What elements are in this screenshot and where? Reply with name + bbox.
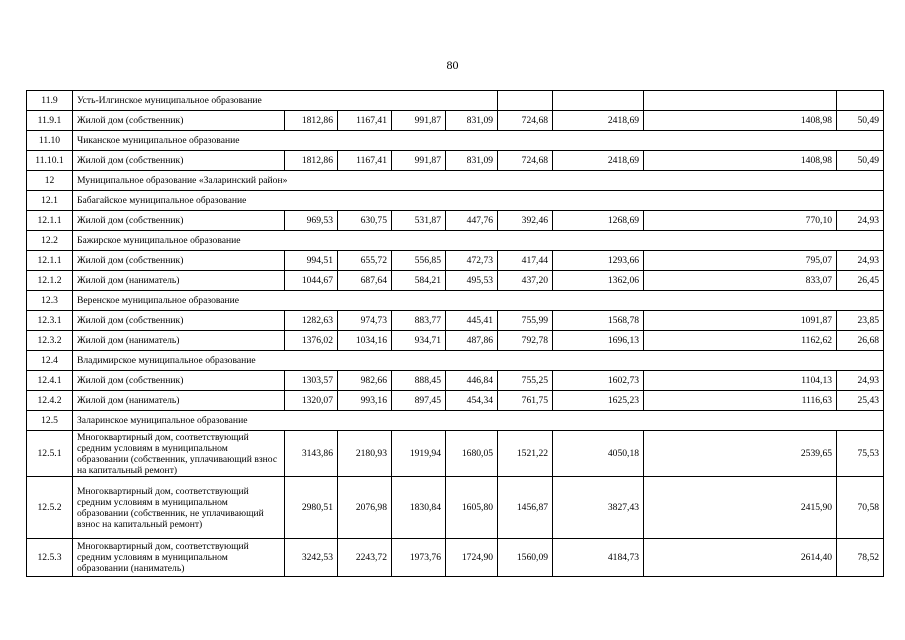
value-cell: 4184,73 — [553, 539, 644, 577]
tariff-table — [26, 90, 884, 577]
value-cell: 556,85 — [392, 251, 446, 271]
housing-type: Жилой дом (наниматель) — [73, 391, 285, 411]
value-cell: 495,53 — [446, 271, 498, 291]
value-cell: 755,99 — [498, 311, 553, 331]
row-code: 12.4.1 — [27, 371, 73, 391]
value-cell: 417,44 — [498, 251, 553, 271]
value-cell: 25,43 — [837, 391, 884, 411]
section-row — [27, 351, 884, 371]
row-code: 12.3 — [27, 291, 73, 311]
section-title: Заларинское муниципальное образование — [73, 411, 884, 431]
housing-type: Многоквартирный дом, соответствующий средним условиям в муниципальном образовании (наниматель) — [73, 539, 285, 577]
value-cell: 934,71 — [392, 331, 446, 351]
housing-type: Многоквартирный дом, соответствующий средним условиям в муниципальном образовании (собственник, уплачивающий взнос на капитальный ремонт) — [73, 431, 285, 477]
value-cell: 991,87 — [392, 151, 446, 171]
row-code: 11.10 — [27, 131, 73, 151]
value-cell: 1812,86 — [285, 111, 338, 131]
housing-type: Жилой дом (собственник) — [73, 371, 285, 391]
row-code: 12.5.3 — [27, 539, 73, 577]
value-cell: 792,78 — [498, 331, 553, 351]
value-cell: 1560,09 — [498, 539, 553, 577]
section-row — [27, 131, 884, 151]
empty-cell — [498, 91, 553, 111]
row-code: 12 — [27, 171, 73, 191]
value-cell: 724,68 — [498, 151, 553, 171]
value-cell: 993,16 — [338, 391, 392, 411]
data-row — [27, 111, 884, 131]
housing-type: Жилой дом (собственник) — [73, 111, 285, 131]
data-row — [27, 391, 884, 411]
value-cell: 883,77 — [392, 311, 446, 331]
value-cell: 761,75 — [498, 391, 553, 411]
value-cell: 445,41 — [446, 311, 498, 331]
empty-cell — [553, 91, 644, 111]
value-cell: 755,25 — [498, 371, 553, 391]
value-cell: 392,46 — [498, 211, 553, 231]
value-cell: 1919,94 — [392, 431, 446, 477]
value-cell: 1044,67 — [285, 271, 338, 291]
value-cell: 1167,41 — [338, 111, 392, 131]
page-number: 80 — [446, 58, 459, 72]
value-cell: 1696,13 — [553, 331, 644, 351]
empty-cell — [837, 91, 884, 111]
value-cell: 2415,90 — [644, 477, 837, 539]
row-code: 12.5.1 — [27, 431, 73, 477]
value-cell: 1362,06 — [553, 271, 644, 291]
value-cell: 1282,63 — [285, 311, 338, 331]
value-cell: 1812,86 — [285, 151, 338, 171]
value-cell: 1724,90 — [446, 539, 498, 577]
section-row — [27, 291, 884, 311]
housing-type: Многоквартирный дом, соответствующий средним условиям в муниципальном образовании (собственник, не уплачивающий взнос на капитальный ремонт) — [73, 477, 285, 539]
value-cell: 75,53 — [837, 431, 884, 477]
value-cell: 1605,80 — [446, 477, 498, 539]
value-cell: 78,52 — [837, 539, 884, 577]
value-cell: 1116,63 — [644, 391, 837, 411]
data-row — [27, 211, 884, 231]
value-cell: 994,51 — [285, 251, 338, 271]
housing-type: Жилой дом (собственник) — [73, 251, 285, 271]
value-cell: 1973,76 — [392, 539, 446, 577]
value-cell: 1521,22 — [498, 431, 553, 477]
value-cell: 2243,72 — [338, 539, 392, 577]
row-code: 12.1.1 — [27, 251, 73, 271]
value-cell: 447,76 — [446, 211, 498, 231]
section-row — [27, 171, 884, 191]
value-cell: 630,75 — [338, 211, 392, 231]
value-cell: 888,45 — [392, 371, 446, 391]
value-cell: 26,68 — [837, 331, 884, 351]
value-cell: 2076,98 — [338, 477, 392, 539]
empty-cell — [644, 91, 837, 111]
value-cell: 1602,73 — [553, 371, 644, 391]
value-cell: 1162,62 — [644, 331, 837, 351]
section-title: Владимирское муниципальное образование — [73, 351, 884, 371]
data-row — [27, 311, 884, 331]
row-code: 12.5.2 — [27, 477, 73, 539]
value-cell: 2614,40 — [644, 539, 837, 577]
value-cell: 969,53 — [285, 211, 338, 231]
data-row — [27, 431, 884, 477]
value-cell: 531,87 — [392, 211, 446, 231]
data-row — [27, 151, 884, 171]
value-cell: 2418,69 — [553, 151, 644, 171]
value-cell: 897,45 — [392, 391, 446, 411]
value-cell: 50,49 — [837, 111, 884, 131]
value-cell: 3143,86 — [285, 431, 338, 477]
value-cell: 770,10 — [644, 211, 837, 231]
data-row — [27, 371, 884, 391]
row-code: 11.9 — [27, 91, 73, 111]
row-code: 12.3.1 — [27, 311, 73, 331]
row-code: 12.3.2 — [27, 331, 73, 351]
value-cell: 1376,02 — [285, 331, 338, 351]
value-cell: 1830,84 — [392, 477, 446, 539]
value-cell: 1320,07 — [285, 391, 338, 411]
housing-type: Жилой дом (наниматель) — [73, 271, 285, 291]
value-cell: 687,64 — [338, 271, 392, 291]
value-cell: 446,84 — [446, 371, 498, 391]
section-title: Бажирское муниципальное образование — [73, 231, 884, 251]
housing-type: Жилой дом (собственник) — [73, 211, 285, 231]
value-cell: 1568,78 — [553, 311, 644, 331]
value-cell: 831,09 — [446, 151, 498, 171]
value-cell: 24,93 — [837, 211, 884, 231]
value-cell: 23,85 — [837, 311, 884, 331]
value-cell: 724,68 — [498, 111, 553, 131]
value-cell: 1303,57 — [285, 371, 338, 391]
value-cell: 795,07 — [644, 251, 837, 271]
data-row — [27, 477, 884, 539]
housing-type: Жилой дом (наниматель) — [73, 331, 285, 351]
row-code: 12.4 — [27, 351, 73, 371]
value-cell: 982,66 — [338, 371, 392, 391]
value-cell: 487,86 — [446, 331, 498, 351]
value-cell: 1293,66 — [553, 251, 644, 271]
value-cell: 2180,93 — [338, 431, 392, 477]
value-cell: 70,58 — [837, 477, 884, 539]
value-cell: 2980,51 — [285, 477, 338, 539]
value-cell: 974,73 — [338, 311, 392, 331]
value-cell: 1104,13 — [644, 371, 837, 391]
value-cell: 24,93 — [837, 251, 884, 271]
row-code: 11.10.1 — [27, 151, 73, 171]
section-title: Усть-Илгинское муниципальное образование — [73, 91, 498, 111]
value-cell: 4050,18 — [553, 431, 644, 477]
value-cell: 833,07 — [644, 271, 837, 291]
value-cell: 24,93 — [837, 371, 884, 391]
row-code: 12.5 — [27, 411, 73, 431]
housing-type: Жилой дом (собственник) — [73, 151, 285, 171]
value-cell: 1680,05 — [446, 431, 498, 477]
row-code: 12.1 — [27, 191, 73, 211]
value-cell: 50,49 — [837, 151, 884, 171]
data-row — [27, 539, 884, 577]
row-code: 12.1.2 — [27, 271, 73, 291]
value-cell: 2418,69 — [553, 111, 644, 131]
value-cell: 3242,53 — [285, 539, 338, 577]
value-cell: 1034,16 — [338, 331, 392, 351]
value-cell: 437,20 — [498, 271, 553, 291]
section-row — [27, 231, 884, 251]
value-cell: 26,45 — [837, 271, 884, 291]
housing-type: Жилой дом (собственник) — [73, 311, 285, 331]
row-code: 12.1.1 — [27, 211, 73, 231]
value-cell: 1167,41 — [338, 151, 392, 171]
value-cell: 1456,87 — [498, 477, 553, 539]
section-title: Чиканское муниципальное образование — [73, 131, 884, 151]
value-cell: 2539,65 — [644, 431, 837, 477]
data-row — [27, 331, 884, 351]
value-cell: 831,09 — [446, 111, 498, 131]
section-title: Бабагайское муниципальное образование — [73, 191, 884, 211]
row-code: 12.2 — [27, 231, 73, 251]
value-cell: 454,34 — [446, 391, 498, 411]
section-row — [27, 91, 884, 111]
section-row — [27, 411, 884, 431]
value-cell: 1268,69 — [553, 211, 644, 231]
value-cell: 472,73 — [446, 251, 498, 271]
value-cell: 1408,98 — [644, 111, 837, 131]
value-cell: 1625,23 — [553, 391, 644, 411]
data-row — [27, 271, 884, 291]
row-code: 11.9.1 — [27, 111, 73, 131]
row-code: 12.4.2 — [27, 391, 73, 411]
value-cell: 1408,98 — [644, 151, 837, 171]
value-cell: 655,72 — [338, 251, 392, 271]
value-cell: 584,21 — [392, 271, 446, 291]
section-title: Веренское муниципальное образование — [73, 291, 884, 311]
section-title: Муниципальное образование «Заларинский район» — [73, 171, 884, 191]
value-cell: 3827,43 — [553, 477, 644, 539]
value-cell: 991,87 — [392, 111, 446, 131]
data-row — [27, 251, 884, 271]
section-row — [27, 191, 884, 211]
value-cell: 1091,87 — [644, 311, 837, 331]
